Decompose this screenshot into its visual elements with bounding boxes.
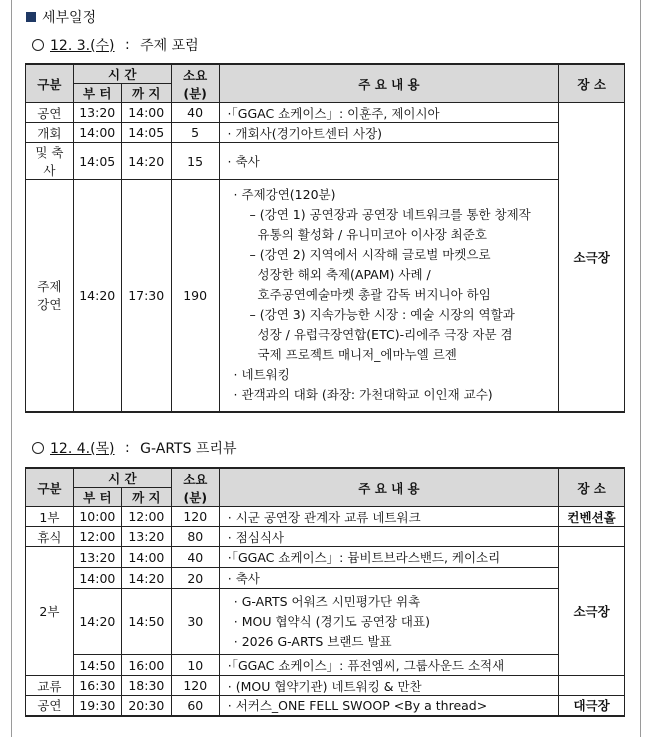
table-row: 2부 13:20 14:00 40 ·「GGAC 쇼케이스」: 뮴비트브라스밴드, 케이소리 소극장 xyxy=(26,547,625,568)
table-row: 1부 10:00 12:00 120 · 시군 공연장 관계자 교류 네트워크 컨벤션홀 xyxy=(26,507,625,527)
venue-cell: 대극장 xyxy=(559,696,625,716)
table-row: 주제 강연 14:20 17:30 190 · 주제강연(120분) – (강연 1) 공연장과 공연장 네트워크를 통한 창제작 유통의 활성화 / 유니미코아 이사장 최준호 – (강연 2) 지역에서 시작해 글로벌 마켓으로 성장한 해외 축제(APAM) 사례 / 호주공연예술마켓 총괄 감독 버지니아 하임 – (강연 3) 지속가능한 시장 : 예술 시장의 역할과 성장 / 유럽극장연합(ETC)-리에주 극장 자문 겸 국제 프로젝트 매니저_에마누엘 르젠 · 네트워킹 · 관객과의 대화 (좌장: 가천대학교 이인재 교수) xyxy=(26,180,625,412)
venue-cell: 컨벤션홀 xyxy=(559,507,625,527)
day2-name: G-ARTS 프리뷰 xyxy=(140,441,237,457)
col-duration: 소요 (분) xyxy=(171,64,219,103)
table-row: 공연 13:20 14:00 40 ·「GGAC 쇼케이스」: 이훈주, 제이시아 소극장 xyxy=(26,103,625,123)
day1-schedule-table xyxy=(25,63,625,413)
table-row: 개회 14:00 14:05 5 · 개회사(경기아트센터 사장) xyxy=(26,123,625,143)
day1-name: 주제 포럼 xyxy=(140,38,199,54)
page-margin-right xyxy=(640,0,641,737)
square-bullet-icon xyxy=(26,12,36,22)
col-to: 까 지 xyxy=(121,84,171,103)
col-venue: 장 소 xyxy=(559,468,625,507)
day2-schedule-table xyxy=(25,467,625,717)
venue-cell-empty xyxy=(559,676,625,696)
venue-cell: 소극장 xyxy=(559,103,625,412)
table-row: 및 축사 14:05 14:20 15 · 축사 xyxy=(26,143,625,180)
table-row: 14:50 16:00 10 ·「GGAC 쇼케이스」: 퓨전엠씨, 그룹사운드 소적새 xyxy=(26,655,625,676)
heading-text: 세부일정 xyxy=(42,10,97,26)
col-to: 까 지 xyxy=(121,488,171,507)
day2-date: 12. 4.(목) xyxy=(50,441,115,457)
ceremony-content: · G-ARTS 어워즈 시민평가단 위촉 · MOU 협약식 (경기도 공연장 대표) · 2026 G-ARTS 브랜드 발표 xyxy=(219,589,558,655)
table-row: 공연 19:30 20:30 60 · 서커스_ONE FELL SWOOP <By a thread> 대극장 xyxy=(26,696,625,716)
venue-cell-empty xyxy=(559,527,625,547)
day2-subheading: 12. 4.(목) : G-ARTS 프리뷰 xyxy=(32,438,237,458)
col-from: 부 터 xyxy=(73,488,121,507)
section-heading xyxy=(26,7,96,27)
col-time: 시 간 xyxy=(73,64,171,84)
col-venue: 장 소 xyxy=(559,64,625,103)
circle-bullet-icon xyxy=(32,39,44,51)
table-row: 휴식 12:00 13:20 80 · 점심식사 xyxy=(26,527,625,547)
col-gubun: 구분 xyxy=(26,64,74,103)
table-row: 14:20 14:50 30 · G-ARTS 어워즈 시민평가단 위촉 · MOU 협약식 (경기도 공연장 대표) · 2026 G-ARTS 브랜드 발표 xyxy=(26,589,625,655)
circle-bullet-icon xyxy=(32,442,44,454)
col-gubun: 구분 xyxy=(26,468,74,507)
col-time: 시 간 xyxy=(73,468,171,488)
forum-gubun: 주제 강연 xyxy=(26,180,74,412)
col-from: 부 터 xyxy=(73,84,121,103)
day1-subheading: 12. 3.(수) : 주제 포럼 xyxy=(32,35,199,55)
day1-date: 12. 3.(수) xyxy=(50,38,115,54)
col-content: 주 요 내 용 xyxy=(219,64,559,103)
forum-content: · 주제강연(120분) – (강연 1) 공연장과 공연장 네트워크를 통한 창제작 유통의 활성화 / 유니미코아 이사장 최준호 – (강연 2) 지역에서 시작해 글로벌 마켓으로 성장한 해외 축제(APAM) 사례 / 호주공연예술마켓 총괄 감독 버지니아 하임 – (강연 3) 지속가능한 시장 : 예술 시장의 역할과 성장 / 유럽극장연합(ETC)-리에주 극장 자문 겸 국제 프로젝트 매니저_에마누엘 르젠 · 네트워킹 · 관객과의 대화 (좌장: 가천대학교 이인재 교수) xyxy=(219,180,559,412)
col-content: 주 요 내 용 xyxy=(219,468,558,507)
table-row: 14:00 14:20 20 · 축사 xyxy=(26,568,625,589)
table-row: 교류 16:30 18:30 120 · (MOU 협약기관) 네트워킹 & 만찬 xyxy=(26,676,625,696)
page-margin-left xyxy=(11,0,12,737)
venue-cell: 소극장 xyxy=(559,547,625,676)
col-duration: 소요 (분) xyxy=(171,468,219,507)
part2-gubun: 2부 xyxy=(26,547,74,676)
